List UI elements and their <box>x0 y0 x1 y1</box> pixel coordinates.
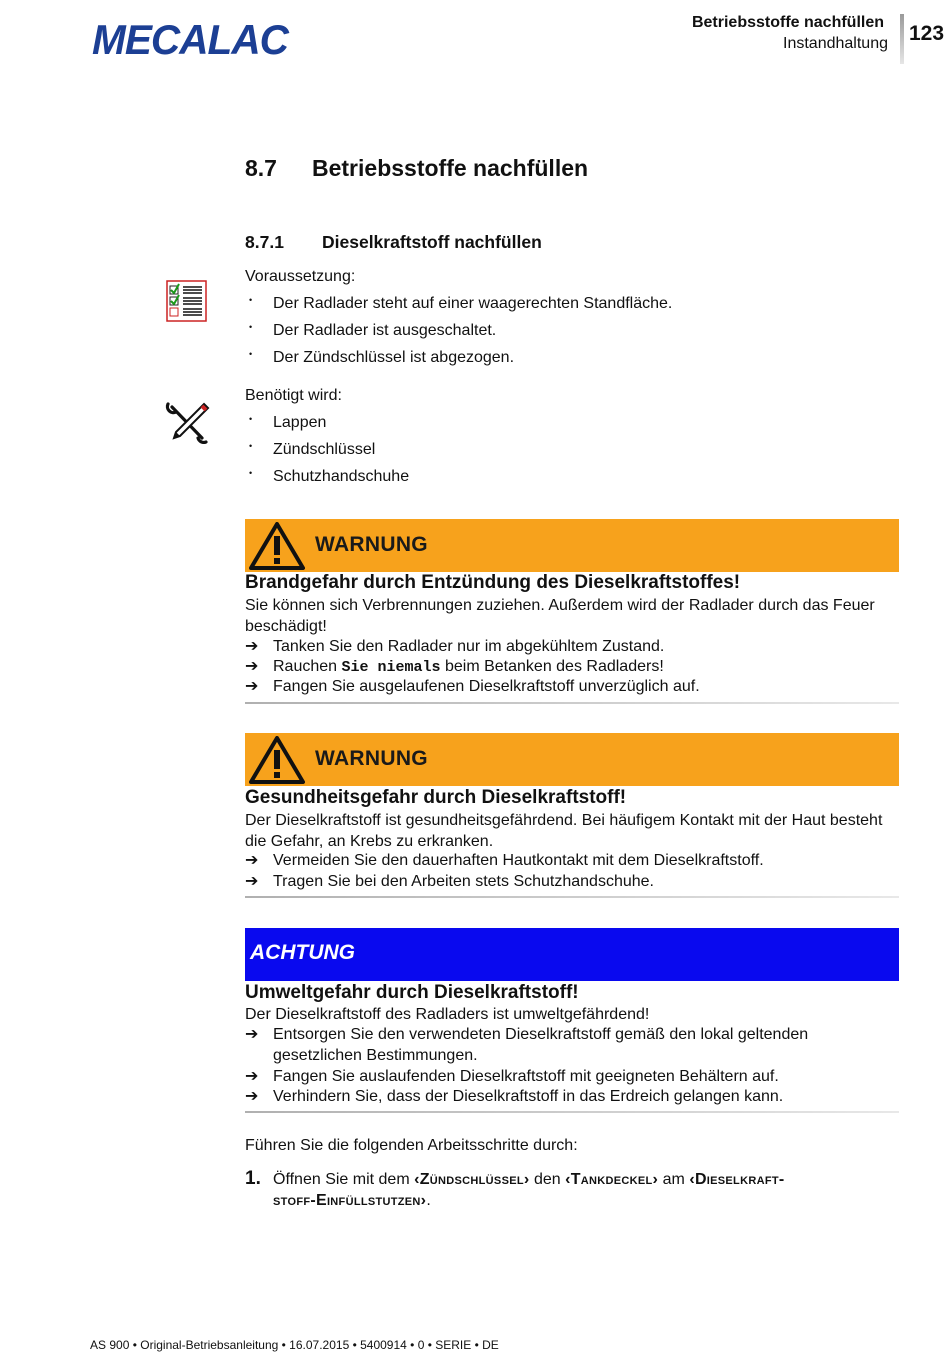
component-filler-neck-cont: stoff-Einfüllstutzen› <box>273 1191 427 1209</box>
warning-label: WARNUNG <box>315 533 428 556</box>
instruction-step: ➔ Entsorgen Sie den verwendeten Dieselkraftstoff gemäß den lokal geltenden gesetzlichen Bestimmungen. <box>245 1026 809 1064</box>
header-subtitle: Instandhaltung <box>783 35 888 52</box>
subsection-heading <box>245 232 542 253</box>
page-footer: AS 900 • Original-Betriebsanleitung • 16.07.2015 • 5400914 • 0 • SERIE • DE <box>90 1338 499 1352</box>
divider <box>245 1111 899 1113</box>
procedure-intro: Führen Sie die folgenden Arbeitsschritte durch: <box>245 1137 578 1154</box>
page-number: 123 <box>909 22 945 45</box>
prerequisite-label: Voraussetzung: <box>245 268 356 285</box>
needed-item: • Schutzhandschuhe <box>249 468 410 485</box>
warning-triangle-icon <box>249 522 305 570</box>
needed-item: • Lappen <box>249 414 327 431</box>
warning-label: WARNUNG <box>315 747 428 770</box>
instruction-step: ➔ Verhindern Sie, dass der Dieselkraftstoff in das Erdreich gelangen kann. <box>245 1088 784 1105</box>
instruction-step: ➔ Tragen Sie bei den Arbeiten stets Schutzhandschuhe. <box>245 873 654 890</box>
prerequisite-item: • Der Radlader ist ausgeschaltet. <box>249 322 497 339</box>
svg-text:MECALAC: MECALAC <box>92 16 290 60</box>
section-heading <box>245 155 588 182</box>
header-title: Betriebsstoffe nachfüllen <box>691 14 884 31</box>
prerequisite-item: • Der Zündschlüssel ist abgezogen. <box>249 349 515 366</box>
header-divider <box>900 14 904 64</box>
tools-icon <box>164 400 210 444</box>
divider <box>245 702 899 704</box>
warning-banner <box>245 733 899 786</box>
hazard-title: Gesundheitsgefahr durch Dieselkraftstoff! <box>245 787 627 808</box>
prerequisite-item: • Der Radlader steht auf einer waagerechten Standfläche. <box>249 295 673 312</box>
mecalac-logo <box>92 16 292 60</box>
hazard-text: Sie können sich Verbrennungen zuziehen. Außerdem wird der Radlader durch das Feuer beschädigt! <box>245 597 875 635</box>
component-key: ‹Zündschlüssel› <box>414 1171 530 1188</box>
instruction-step: ➔ Fangen Sie auslaufenden Dieselkraftstoff mit geeigneten Behältern auf. <box>245 1068 779 1085</box>
section-number: 8.7 <box>245 155 277 181</box>
subsection-number: 8.7.1 <box>245 232 284 252</box>
hazard-text: Der Dieselkraftstoff ist gesundheitsgefährdend. Bei häufigem Kontakt mit der Haut besteht die Gefahr, an Krebs zu erkranken. <box>245 812 883 850</box>
hazard-text: Der Dieselkraftstoff des Radladers ist umweltgefährdend! <box>245 1006 650 1023</box>
instruction-step: ➔ Vermeiden Sie den dauerhaften Hautkontakt mit dem Dieselkraftstoff. <box>245 852 764 869</box>
hazard-title: Umweltgefahr durch Dieselkraftstoff! <box>245 982 579 1003</box>
checklist-icon <box>166 280 207 322</box>
needed-item: • Zündschlüssel <box>249 441 376 458</box>
component-filler-neck: ‹Dieselkraft- <box>689 1171 785 1188</box>
caution-banner <box>245 928 899 981</box>
divider <box>245 896 899 898</box>
instruction-step: ➔ Rauchen Sie niemals beim Betanken des Radladers! <box>245 658 664 676</box>
needed-label: Benötigt wird: <box>245 387 342 404</box>
warning-banner <box>245 519 899 572</box>
caution-label: ACHTUNG <box>250 941 355 964</box>
section-title: Betriebsstoffe nachfüllen <box>312 155 589 181</box>
instruction-step: ➔ Fangen Sie ausgelaufenen Dieselkraftstoff unverzüglich auf. <box>245 678 700 695</box>
warning-triangle-icon <box>249 736 305 784</box>
procedure-step: Öffnen Sie mit dem ‹Zündschlüssel› den ‹Tankdeckel› am ‹Dieselkraft- stoff-Einfüllstutzen›. <box>273 1171 785 1209</box>
hazard-title: Brandgefahr durch Entzündung des Dieselkraftstoffes! <box>245 572 741 593</box>
component-tank-cap: ‹Tankdeckel› <box>565 1171 659 1188</box>
step-number: 1. <box>245 1168 261 1189</box>
emphasis: Sie niemals <box>341 659 441 676</box>
instruction-step: ➔ Tanken Sie den Radlader nur im abgekühltem Zustand. <box>245 638 665 655</box>
subsection-title: Dieselkraftstoff nachfüllen <box>322 232 542 252</box>
